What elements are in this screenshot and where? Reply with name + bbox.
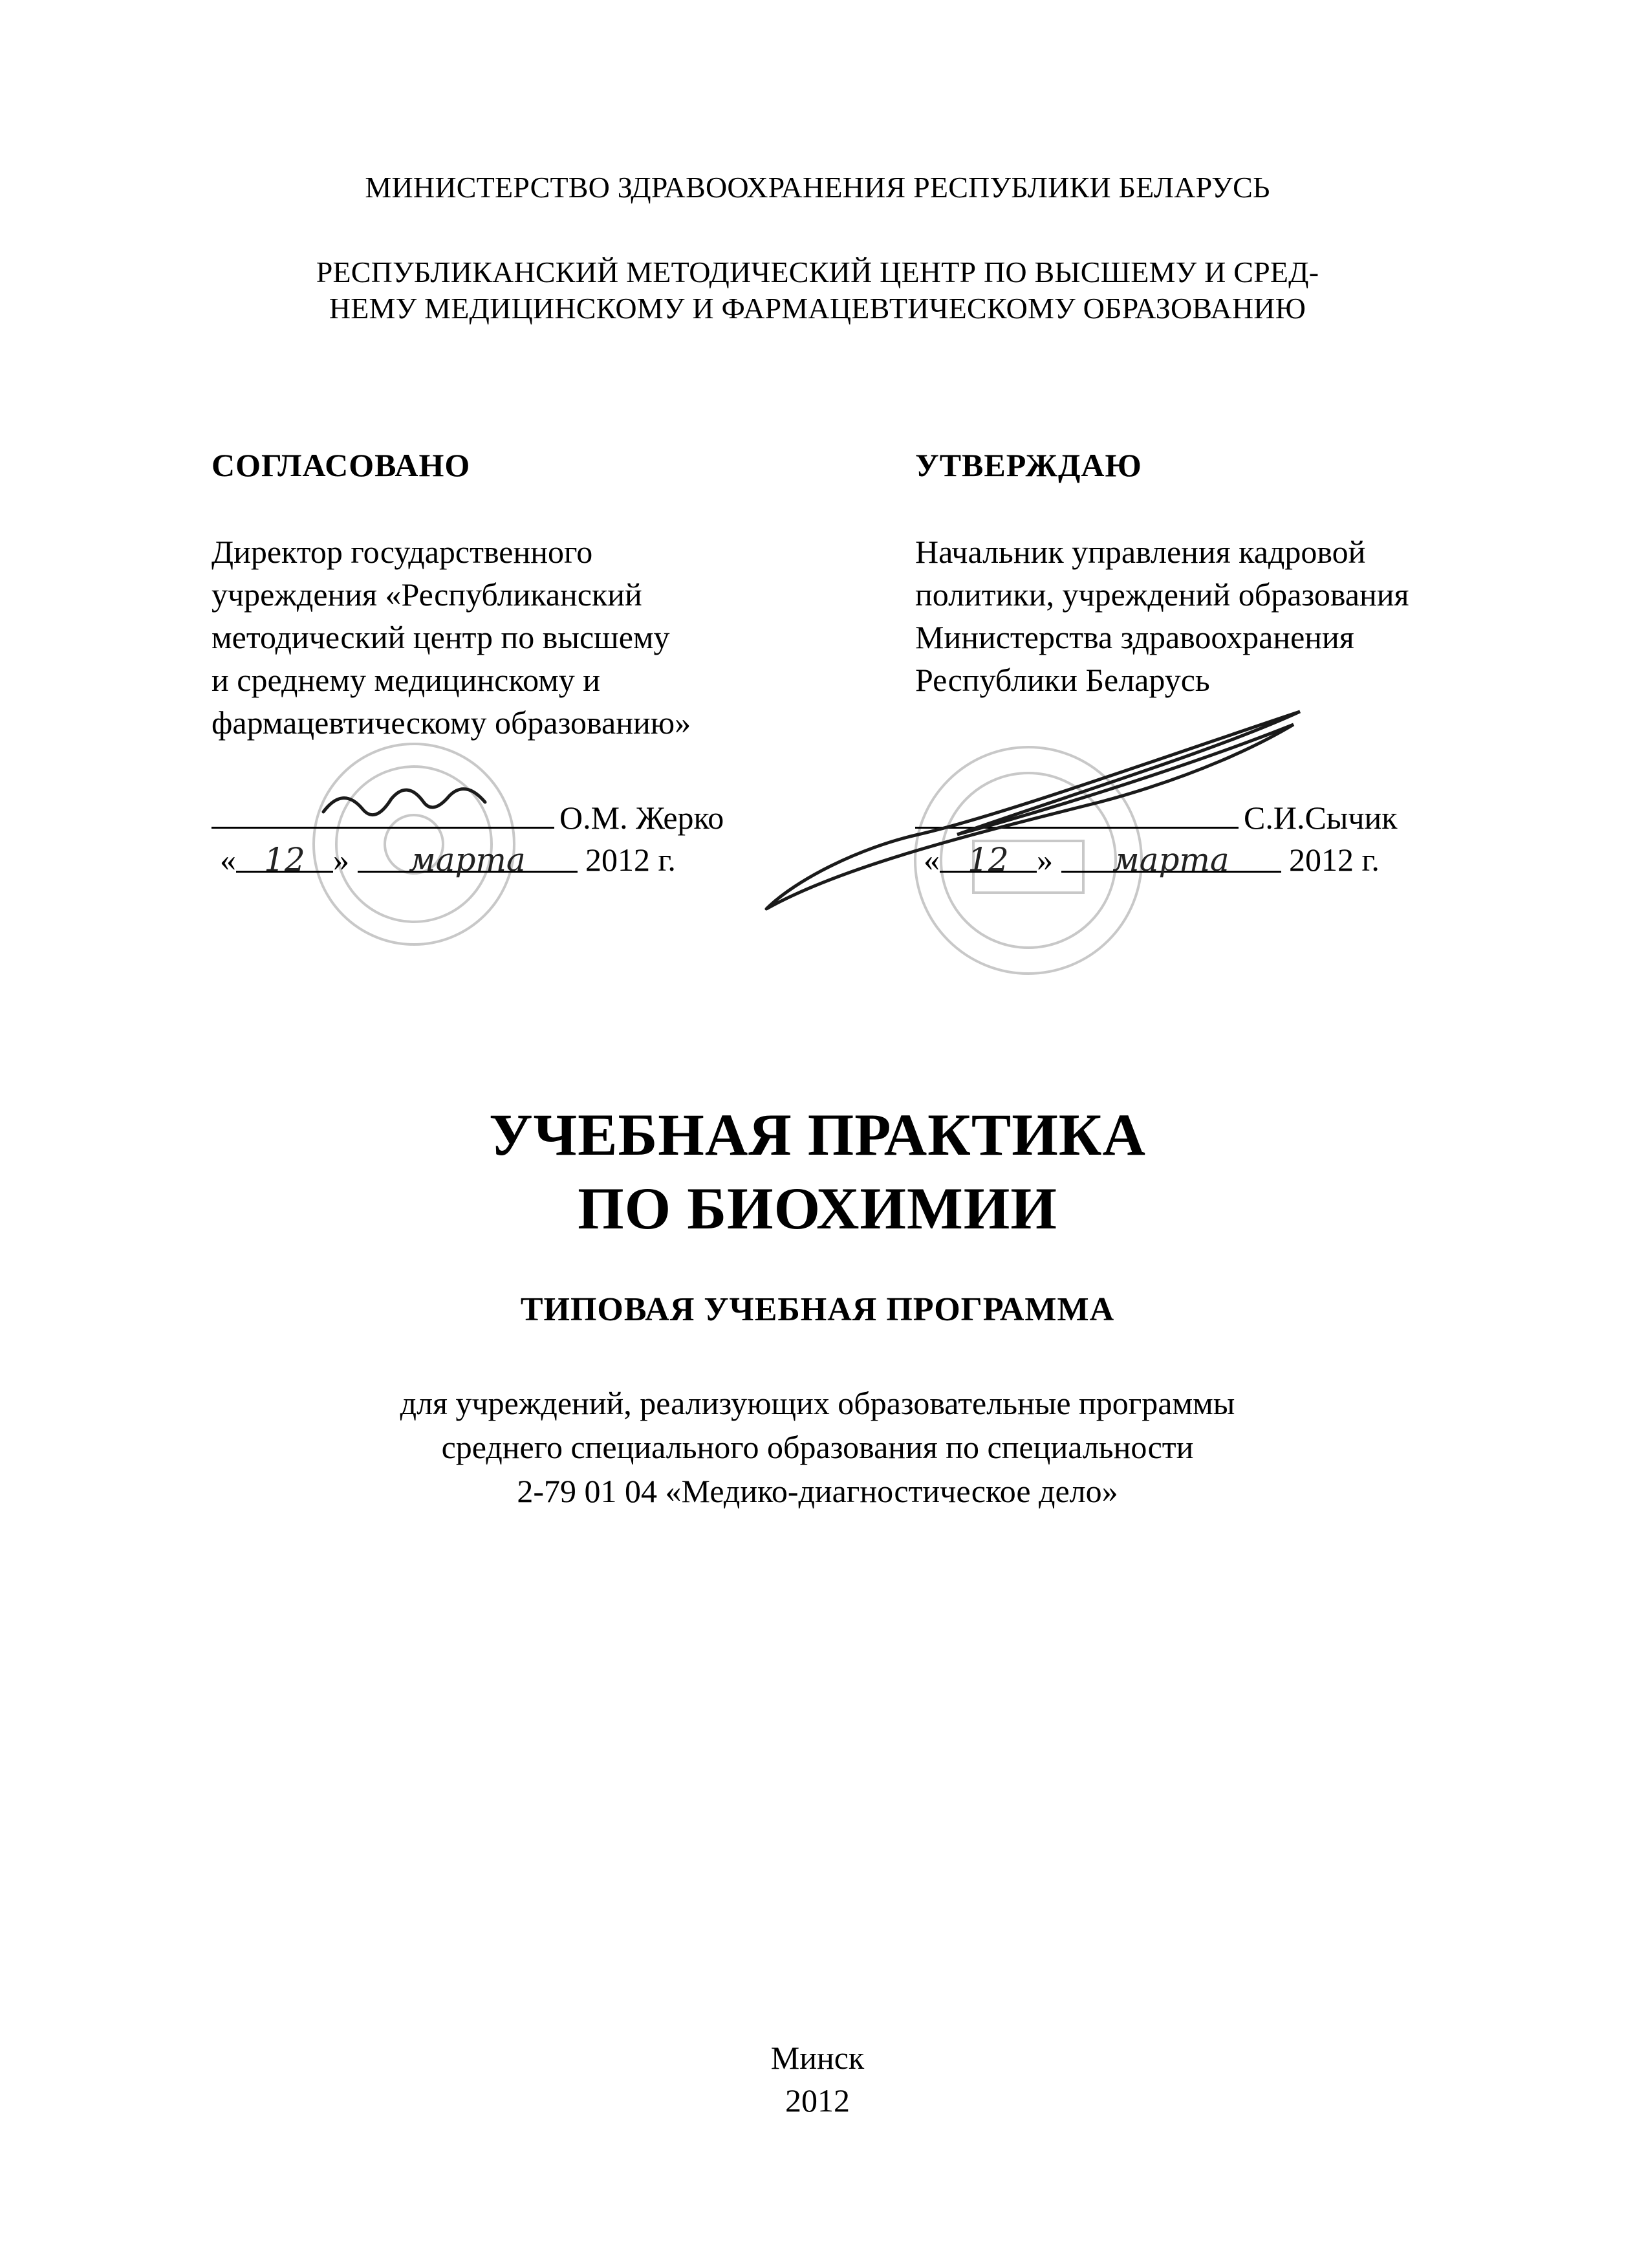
left-date-day: 12 <box>264 841 305 878</box>
footer-year: 2012 <box>785 2082 850 2119</box>
left-date-year: 2012 г. <box>585 842 676 878</box>
right-line: политики, учреждений образования <box>915 576 1409 613</box>
right-line: Начальник управления кадровой <box>915 534 1366 570</box>
right-date-year: 2012 г. <box>1289 842 1380 878</box>
left-line: Директор государственного <box>211 534 593 570</box>
right-signer-name: С.И.Сычик <box>1244 800 1398 836</box>
left-line: и среднему медицинскому и <box>211 662 601 698</box>
document-title-line1: УЧЕБНАЯ ПРАКТИКА <box>489 1102 1146 1168</box>
left-signature-icon <box>323 789 485 815</box>
approval-heading-right: УТВЕРЖДАЮ <box>915 447 1142 483</box>
document-description <box>0 1381 1635 1513</box>
right-quote-open: « <box>924 842 940 878</box>
description-line: среднего специального образования по специальности <box>441 1429 1194 1465</box>
description-line: 2-79 01 04 «Медико-диагностическое дело» <box>517 1473 1118 1509</box>
left-line: учреждения «Республиканский <box>211 576 642 613</box>
right-quote-close: » <box>1037 842 1053 878</box>
approval-heading-left: СОГЛАСОВАНО <box>211 447 471 483</box>
center-name-line1: РЕСПУБЛИКАНСКИЙ МЕТОДИЧЕСКИЙ ЦЕНТР ПО ВЫСШЕМУ И СРЕД- <box>316 256 1319 289</box>
right-signature-icon <box>766 712 1300 909</box>
right-line: Республики Беларусь <box>915 662 1210 698</box>
right-date-month: марта <box>1112 841 1229 878</box>
right-date-day: 12 <box>968 841 1009 878</box>
left-quote-open: « <box>220 842 236 878</box>
left-date-month: марта <box>409 841 526 878</box>
document-subtitle: ТИПОВАЯ УЧЕБНАЯ ПРОГРАММА <box>520 1291 1115 1328</box>
left-quote-close: » <box>333 842 349 878</box>
left-line: методический центр по высшему <box>211 619 670 655</box>
footer-city: Минск <box>770 2040 865 2076</box>
center-name-line2: НЕМУ МЕДИЦИНСКОМУ И ФАРМАЦЕВТИЧЕСКОМУ ОБРАЗОВАНИЮ <box>329 292 1306 325</box>
description-line: для учреждений, реализующих образовательные программы <box>400 1385 1235 1421</box>
document-title-line2: ПО БИОХИМИИ <box>578 1175 1057 1241</box>
left-signer-name: О.М. Жерко <box>559 800 724 836</box>
right-line: Министерства здравоохранения <box>915 619 1354 655</box>
ministry-header: МИНИСТЕРСТВО ЗДРАВООХРАНЕНИЯ РЕСПУБЛИКИ БЕЛАРУСЬ <box>365 171 1270 204</box>
left-line: фармацевтическому образованию» <box>211 704 691 741</box>
